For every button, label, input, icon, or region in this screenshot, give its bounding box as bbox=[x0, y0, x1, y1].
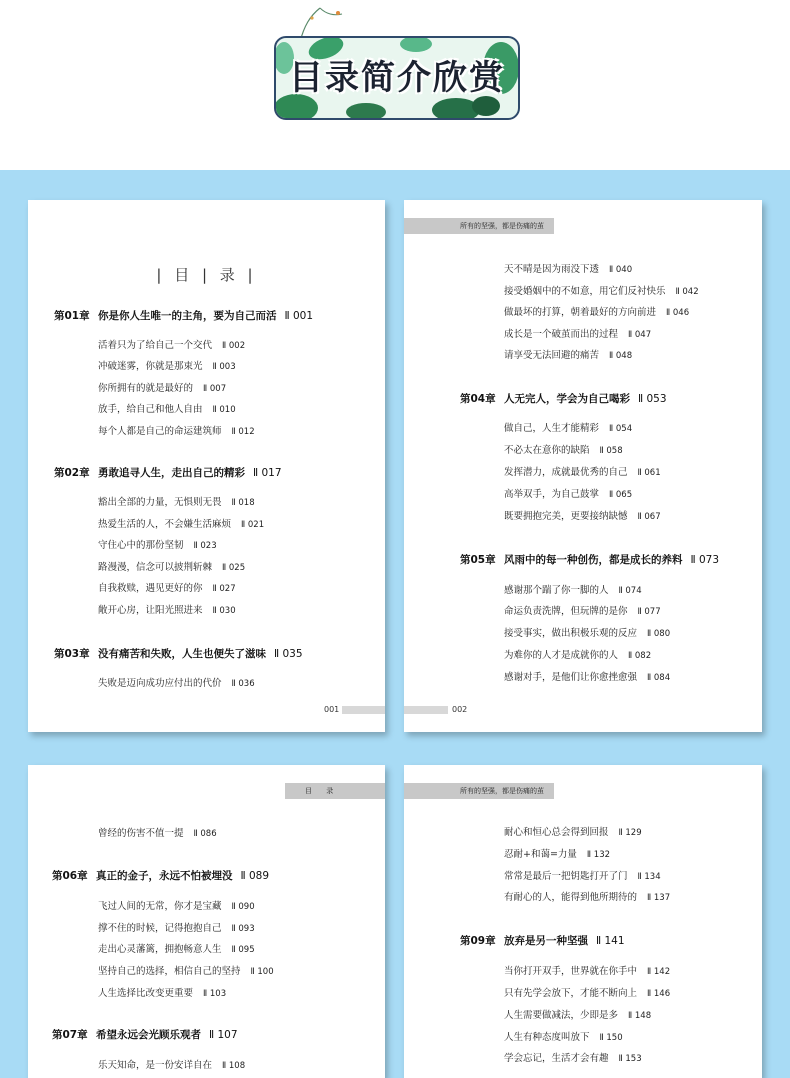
item-page: Ⅱ 080 bbox=[647, 629, 671, 639]
item-page: Ⅱ 018 bbox=[231, 498, 255, 508]
chapter-heading bbox=[54, 465, 282, 480]
toc-item bbox=[504, 486, 632, 500]
toc-item bbox=[98, 985, 226, 999]
chapter-page: Ⅱ 107 bbox=[209, 1029, 238, 1041]
item-page: Ⅱ 142 bbox=[647, 967, 671, 977]
item-text: 走出心灵藩篱，拥抱畅意人生 bbox=[98, 944, 222, 955]
chapter-page: Ⅱ 035 bbox=[274, 648, 303, 660]
item-page: Ⅱ 003 bbox=[212, 362, 236, 372]
item-text: 接受婚姻中的不如意，用它们反衬快乐 bbox=[504, 286, 666, 297]
item-page: Ⅱ 074 bbox=[618, 586, 642, 596]
item-page: Ⅱ 132 bbox=[586, 850, 611, 860]
toc-item bbox=[504, 669, 670, 683]
item-page: Ⅱ 148 bbox=[628, 1011, 652, 1021]
item-page: Ⅱ 023 bbox=[193, 541, 217, 551]
chapter-page: Ⅱ 001 bbox=[284, 310, 314, 322]
item-text: 高举双手，为自己鼓掌 bbox=[504, 489, 600, 500]
toc-page-1 bbox=[28, 200, 385, 732]
chapter-title: 风雨中的每一种创伤，都是成长的养料 bbox=[504, 554, 683, 566]
toc-item bbox=[98, 559, 245, 573]
running-header: 所有的坚强，都是伤痛的茧 bbox=[404, 783, 554, 799]
toc-item bbox=[504, 824, 642, 838]
item-page: Ⅱ 030 bbox=[212, 606, 236, 616]
item-text: 常常是最后一把钥匙打开了门 bbox=[504, 871, 628, 882]
item-text: 做自己，人生才能精彩 bbox=[504, 423, 600, 434]
toc-item bbox=[98, 401, 236, 415]
toc-item bbox=[98, 358, 236, 372]
toc-page-3 bbox=[28, 765, 385, 1078]
item-text: 坚持自己的选择，相信自己的坚持 bbox=[98, 966, 241, 977]
toc-item bbox=[504, 868, 661, 882]
item-text: 感谢对手，是他们让你愈挫愈强 bbox=[504, 672, 638, 683]
toc-item bbox=[98, 675, 255, 689]
item-page: Ⅱ 061 bbox=[637, 468, 661, 478]
item-page: Ⅱ 012 bbox=[231, 427, 255, 437]
chapter-page: Ⅱ 017 bbox=[253, 467, 282, 479]
item-text: 你所拥有的就是最好的 bbox=[98, 383, 194, 394]
item-text: 忍耐+和蔼=力量 bbox=[504, 849, 577, 860]
item-text: 天不晴是因为雨没下透 bbox=[504, 264, 600, 275]
chapter-heading bbox=[52, 1027, 238, 1042]
item-page: Ⅱ 108 bbox=[222, 1061, 246, 1071]
banner-frame bbox=[274, 36, 520, 120]
toc-item bbox=[504, 304, 689, 318]
chapter-number: 第06章 bbox=[52, 870, 88, 882]
item-text: 冲破迷雾，你就是那束光 bbox=[98, 361, 203, 372]
item-page: Ⅱ 086 bbox=[193, 829, 217, 839]
toc-page-2 bbox=[404, 200, 762, 732]
item-text: 自我救赎，遇见更好的你 bbox=[98, 583, 203, 594]
chapter-number: 第04章 bbox=[460, 393, 496, 405]
chapter-title: 真正的金子，永远不怕被埋没 bbox=[96, 870, 233, 882]
chapter-number: 第01章 bbox=[54, 310, 90, 322]
item-page: Ⅱ 093 bbox=[231, 924, 255, 934]
toc-item bbox=[504, 508, 661, 522]
toc-item bbox=[504, 347, 632, 361]
toc-page-4 bbox=[404, 765, 762, 1078]
item-page: Ⅱ 042 bbox=[675, 287, 699, 297]
item-page: Ⅱ 090 bbox=[231, 902, 255, 912]
toc-item bbox=[504, 582, 642, 596]
item-text: 撑不住的时候，记得抱抱自己 bbox=[98, 923, 222, 934]
toc-item bbox=[504, 985, 670, 999]
toc-item bbox=[504, 326, 651, 340]
toc-item bbox=[504, 464, 661, 478]
chapter-title: 你是你人生唯一的主角，要为自己而活 bbox=[98, 310, 277, 322]
toc-item bbox=[98, 380, 226, 394]
page-number: 002 bbox=[452, 705, 468, 714]
toc-item bbox=[504, 283, 699, 297]
toc-item bbox=[98, 494, 255, 508]
item-text: 请享受无法回避的痛苦 bbox=[504, 350, 600, 361]
chapter-title: 希望永远会光顾乐观者 bbox=[96, 1029, 201, 1041]
item-page: Ⅱ 103 bbox=[203, 989, 227, 999]
item-page: Ⅱ 153 bbox=[618, 1054, 642, 1064]
item-text: 乐天知命，是一份安详自在 bbox=[98, 1060, 213, 1071]
toc-item bbox=[504, 846, 610, 860]
item-page: Ⅱ 046 bbox=[666, 308, 690, 318]
item-text: 人生有种态度叫放下 bbox=[504, 1032, 590, 1043]
toc-item bbox=[504, 889, 670, 903]
item-page: Ⅱ 054 bbox=[609, 424, 633, 434]
chapter-number: 第03章 bbox=[54, 648, 90, 660]
item-page: Ⅱ 146 bbox=[647, 989, 671, 999]
running-header: 目 录 bbox=[285, 783, 385, 799]
item-text: 路漫漫，信念可以披荆斩棘 bbox=[98, 562, 213, 573]
toc-item bbox=[98, 898, 255, 912]
item-text: 豁出全部的力量，无惧则无畏 bbox=[98, 497, 222, 508]
chapter-number: 第07章 bbox=[52, 1029, 88, 1041]
item-text: 不必太在意你的缺陷 bbox=[504, 445, 590, 456]
item-page: Ⅱ 095 bbox=[231, 945, 255, 955]
item-page: Ⅱ 027 bbox=[212, 584, 236, 594]
chapter-number: 第05章 bbox=[460, 554, 496, 566]
toc-item bbox=[98, 963, 274, 977]
item-text: 命运负责洗牌，但玩牌的是你 bbox=[504, 606, 628, 617]
item-page: Ⅱ 002 bbox=[222, 341, 246, 351]
chapter-heading bbox=[460, 933, 625, 948]
item-text: 人生需要做减法，少即是多 bbox=[504, 1010, 619, 1021]
toc-item bbox=[504, 647, 651, 661]
item-text: 感谢那个踹了你一脚的人 bbox=[504, 585, 609, 596]
toc-item bbox=[504, 1029, 623, 1043]
toc-item bbox=[504, 261, 632, 275]
chapter-page: Ⅱ 141 bbox=[596, 935, 625, 947]
banner-title: 目录简介欣赏 bbox=[289, 58, 505, 98]
item-page: Ⅱ 150 bbox=[599, 1033, 623, 1043]
chapter-number: 第09章 bbox=[460, 935, 496, 947]
toc-item bbox=[98, 920, 255, 934]
item-text: 做最坏的打算，朝着最好的方向前进 bbox=[504, 307, 657, 318]
toc-item bbox=[504, 603, 661, 617]
item-page: Ⅱ 067 bbox=[637, 512, 661, 522]
toc-item bbox=[98, 1057, 245, 1071]
chapter-heading bbox=[54, 308, 313, 323]
toc-item bbox=[98, 941, 255, 955]
item-page: Ⅱ 129 bbox=[618, 828, 642, 838]
item-text: 既要拥抱完美，更要接纳缺憾 bbox=[504, 511, 628, 522]
chapter-page: Ⅱ 053 bbox=[638, 393, 667, 405]
footer-bar bbox=[342, 706, 385, 714]
item-text: 每个人都是自己的命运建筑师 bbox=[98, 426, 222, 437]
item-text: 曾经的伤害不值一提 bbox=[98, 828, 184, 839]
toc-item bbox=[504, 1007, 651, 1021]
toc-title: | 目 | 录 | bbox=[156, 266, 257, 284]
item-page: Ⅱ 058 bbox=[599, 446, 623, 456]
toc-item bbox=[504, 442, 623, 456]
item-text: 只有先学会放下，才能不断向上 bbox=[504, 988, 638, 999]
chapter-heading bbox=[460, 391, 667, 406]
item-page: Ⅱ 134 bbox=[637, 872, 661, 882]
chapter-page: Ⅱ 089 bbox=[240, 870, 270, 882]
item-page: Ⅱ 100 bbox=[250, 967, 274, 977]
item-page: Ⅱ 048 bbox=[609, 351, 633, 361]
toc-item bbox=[98, 337, 245, 351]
toc-item bbox=[98, 516, 264, 530]
item-page: Ⅱ 040 bbox=[609, 265, 633, 275]
chapter-title: 勇敢追寻人生，走出自己的精彩 bbox=[98, 467, 245, 479]
item-page: Ⅱ 025 bbox=[222, 563, 246, 573]
banner bbox=[0, 0, 790, 170]
item-text: 飞过人间的无常，你才是宝藏 bbox=[98, 901, 222, 912]
chapter-heading bbox=[460, 552, 719, 567]
item-text: 耐心和恒心总会得到回报 bbox=[504, 827, 609, 838]
item-page: Ⅱ 082 bbox=[628, 651, 652, 661]
item-text: 敞开心房，让阳光照进来 bbox=[98, 605, 203, 616]
chapter-title: 人无完人，学会为自己喝彩 bbox=[504, 393, 630, 405]
toc-item bbox=[504, 420, 632, 434]
toc-item bbox=[98, 602, 236, 616]
chapter-page: Ⅱ 073 bbox=[690, 554, 720, 566]
item-text: 为难你的人才是成就你的人 bbox=[504, 650, 619, 661]
chapter-title: 没有痛苦和失败，人生也便失了滋味 bbox=[98, 648, 266, 660]
toc-item bbox=[98, 580, 236, 594]
item-text: 当你打开双手，世界就在你手中 bbox=[504, 966, 638, 977]
chapter-title: 放弃是另一种坚强 bbox=[504, 935, 588, 947]
item-text: 失败是迈向成功应付出的代价 bbox=[98, 678, 222, 689]
running-header: 所有的坚强，都是伤痛的茧 bbox=[404, 218, 554, 234]
item-text: 成长是一个破茧而出的过程 bbox=[504, 329, 619, 340]
toc-item bbox=[98, 423, 255, 437]
item-text: 人生选择比改变更重要 bbox=[98, 988, 194, 999]
item-page: Ⅱ 137 bbox=[647, 893, 671, 903]
chapter-heading bbox=[52, 868, 269, 883]
item-page: Ⅱ 021 bbox=[241, 520, 265, 530]
item-page: Ⅱ 077 bbox=[637, 607, 661, 617]
item-text: 活着只为了给自己一个交代 bbox=[98, 340, 213, 351]
toc-item bbox=[98, 537, 217, 551]
item-text: 发挥潜力，成就最优秀的自己 bbox=[504, 467, 628, 478]
item-text: 学会忘记，生活才会有趣 bbox=[504, 1053, 609, 1064]
footer-bar bbox=[404, 706, 448, 714]
item-page: Ⅱ 007 bbox=[203, 384, 227, 394]
chapter-number: 第02章 bbox=[54, 467, 90, 479]
item-page: Ⅱ 084 bbox=[647, 673, 671, 683]
page-number: 001 bbox=[324, 705, 340, 714]
toc-item bbox=[504, 1050, 642, 1064]
chapter-heading bbox=[54, 646, 303, 661]
toc-item bbox=[504, 625, 670, 639]
item-page: Ⅱ 047 bbox=[628, 330, 652, 340]
toc-item bbox=[98, 825, 217, 839]
toc-item bbox=[504, 963, 670, 977]
item-text: 放手，给自己和他人自由 bbox=[98, 404, 203, 415]
item-page: Ⅱ 065 bbox=[609, 490, 633, 500]
item-text: 接受事实，做出积极乐观的反应 bbox=[504, 628, 638, 639]
item-text: 有耐心的人，能得到他所期待的 bbox=[504, 892, 638, 903]
item-page: Ⅱ 036 bbox=[231, 679, 255, 689]
item-text: 热爱生活的人，不会嫌生活麻烦 bbox=[98, 519, 232, 530]
item-text: 守住心中的那份坚韧 bbox=[98, 540, 184, 551]
item-page: Ⅱ 010 bbox=[212, 405, 236, 415]
